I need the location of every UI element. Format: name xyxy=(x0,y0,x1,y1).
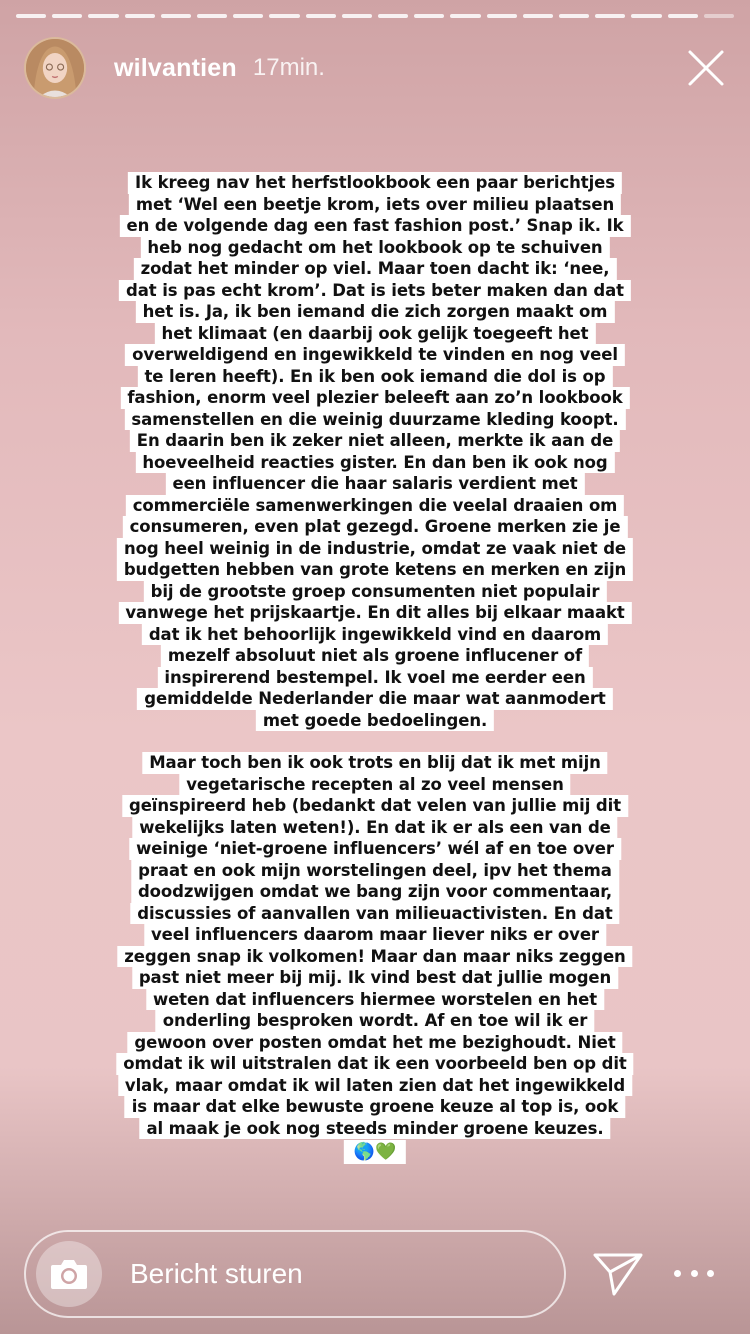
story-text-line: mezelf absoluut niet als groene influcener of xyxy=(161,645,589,667)
story-text-line: inspirerend bestempel. Ik voel me eerder een xyxy=(157,667,592,689)
avatar[interactable] xyxy=(24,37,86,99)
progress-segment xyxy=(450,14,480,18)
story-text-line: past niet meer bij mij. Ik vind best dat jullie mogen xyxy=(132,967,618,989)
story-text-line: al maak je ook nog steeds minder groene keuzes. xyxy=(139,1118,610,1140)
progress-segment xyxy=(306,14,336,18)
story-text-paragraph-1 xyxy=(117,172,633,731)
progress-segment xyxy=(559,14,589,18)
story-text-line: nog heel weinig in de industrie, omdat ze vaak niet de xyxy=(117,538,633,560)
progress-segment xyxy=(704,14,734,18)
progress-segment xyxy=(125,14,155,18)
more-dot xyxy=(691,1270,698,1277)
story-text-line: vlak, maar omdat ik wil laten zien dat het ingewikkeld xyxy=(118,1075,632,1097)
story-text-line: omdat ik wil uitstralen dat ik een voorbeeld ben op dit xyxy=(116,1053,633,1075)
story-text-line: het klimaat (en daarbij ook gelijk toegeeft het xyxy=(155,323,596,345)
story-text-line: dat is pas echt krom’. Dat is iets beter maken dan dat xyxy=(119,280,631,302)
story-text-line: discussies of aanvallen van milieuactivisten. En dat xyxy=(130,903,619,925)
progress-segment xyxy=(161,14,191,18)
story-text-line: is maar dat elke bewuste groene keuze al top is, ook xyxy=(125,1096,626,1118)
story-text-line: het is. Ja, ik ben iemand die zich zorgen maakt om xyxy=(136,301,615,323)
progress-segment xyxy=(342,14,372,18)
story-text-line: veel influencers daarom maar liever niks er over xyxy=(144,924,606,946)
story-text-line: En daarin ben ik zeker niet alleen, merkte ik aan de xyxy=(130,430,620,452)
username[interactable]: wilvantien xyxy=(114,53,237,82)
progress-segment xyxy=(88,14,118,18)
story-text-line: bij de grootste groep consumenten niet populair xyxy=(144,581,607,603)
story-text-line: dat ik het behoorlijk ingewikkeld vind en daarom xyxy=(142,624,608,646)
camera-icon[interactable] xyxy=(36,1241,102,1307)
story-text-line: praat en ook mijn worstelingen deel, ipv het thema xyxy=(131,860,619,882)
more-dot xyxy=(674,1270,681,1277)
story-text-line: met ‘Wel een beetje krom, iets over milieu plaatsen xyxy=(129,194,621,216)
more-dot xyxy=(707,1270,714,1277)
progress-segment xyxy=(233,14,263,18)
progress-segment xyxy=(487,14,517,18)
story-text-line: vegetarische recepten al zo veel mensen xyxy=(179,774,570,796)
story-text-line: zeggen snap ik volkomen! Maar dan maar niks zeggen xyxy=(117,946,632,968)
story-header xyxy=(24,36,726,100)
story-text-line: Maar toch ben ik ook trots en blij dat ik met mijn xyxy=(142,752,608,774)
story-text-line: en de volgende dag een fast fashion post.’ Snap ik. Ik xyxy=(120,215,631,237)
message-input[interactable] xyxy=(24,1230,566,1318)
progress-segment xyxy=(668,14,698,18)
story-text-line: heb nog gedacht om het lookbook op te schuiven xyxy=(140,237,609,259)
story-text-line: budgetten hebben van grote ketens en merken en zijn xyxy=(117,559,633,581)
send-icon[interactable] xyxy=(592,1250,644,1298)
emoji-sticker xyxy=(344,1140,406,1164)
story-text-line: geïnspireerd heb (bedankt dat velen van jullie mij dit xyxy=(122,795,628,817)
story-text-line: te leren heeft). En ik ben ook iemand die dol is op xyxy=(138,366,613,388)
story-text-line: weinige ‘niet-groene influencers’ wél af en toe over xyxy=(129,838,621,860)
progress-segment xyxy=(16,14,46,18)
progress-segment xyxy=(414,14,444,18)
story-text-line: weten dat influencers hiermee worstelen en het xyxy=(146,989,604,1011)
progress-segment xyxy=(378,14,408,18)
story-progress xyxy=(16,14,734,18)
progress-segment xyxy=(523,14,553,18)
story-text-line: consumeren, even plat gezegd. Groene merken zie je xyxy=(123,516,628,538)
story-text-line: vanwege het prijskaartje. En dit alles bij elkaar maakt xyxy=(118,602,631,624)
story-text-line: overweldigend en ingewikkeld te vinden en nog veel xyxy=(125,344,625,366)
progress-segment xyxy=(269,14,299,18)
story-text-line: zodat het minder op viel. Maar toen dacht ik: ‘nee, xyxy=(134,258,617,280)
more-icon[interactable] xyxy=(674,1262,714,1284)
story-text-line: gewoon over posten omdat het me bezighoudt. Niet xyxy=(127,1032,622,1054)
progress-segment xyxy=(631,14,661,18)
story-text-line: onderling besproken wordt. Af en toe wil ik er xyxy=(156,1010,595,1032)
story-text-line: wekelijks laten weten!). En dat ik er als een van de xyxy=(132,817,618,839)
story-text-line: samenstellen en die weinig duurzame kleding koopt. xyxy=(124,409,625,431)
message-placeholder: Bericht sturen xyxy=(130,1258,303,1289)
emoji-text: 🌎💚 xyxy=(344,1140,406,1164)
close-icon[interactable] xyxy=(686,48,726,88)
progress-segment xyxy=(52,14,82,18)
story-text-line: hoeveelheid reacties gister. En dan ben ik ook nog xyxy=(135,452,614,474)
progress-segment xyxy=(197,14,227,18)
story-text-line: een influencer die haar salaris verdient met xyxy=(165,473,584,495)
avatar-image xyxy=(26,39,84,97)
story-text-line: fashion, enorm veel plezier beleeft aan zo’n lookbook xyxy=(120,387,629,409)
story-text-line: gemiddelde Nederlander die maar wat aanmodert xyxy=(137,688,612,710)
progress-segment xyxy=(595,14,625,18)
story-text-line: Ik kreeg nav het herfstlookbook een paar berichtjes xyxy=(128,172,622,194)
story-text-line: met goede bedoelingen. xyxy=(256,710,494,732)
story-text-line: doodzwijgen omdat we bang zijn voor commentaar, xyxy=(131,881,619,903)
story-text-paragraph-2 xyxy=(116,752,633,1139)
post-time: 17min. xyxy=(252,54,325,81)
story-text-line: commerciële samenwerkingen die veelal draaien om xyxy=(126,495,625,517)
